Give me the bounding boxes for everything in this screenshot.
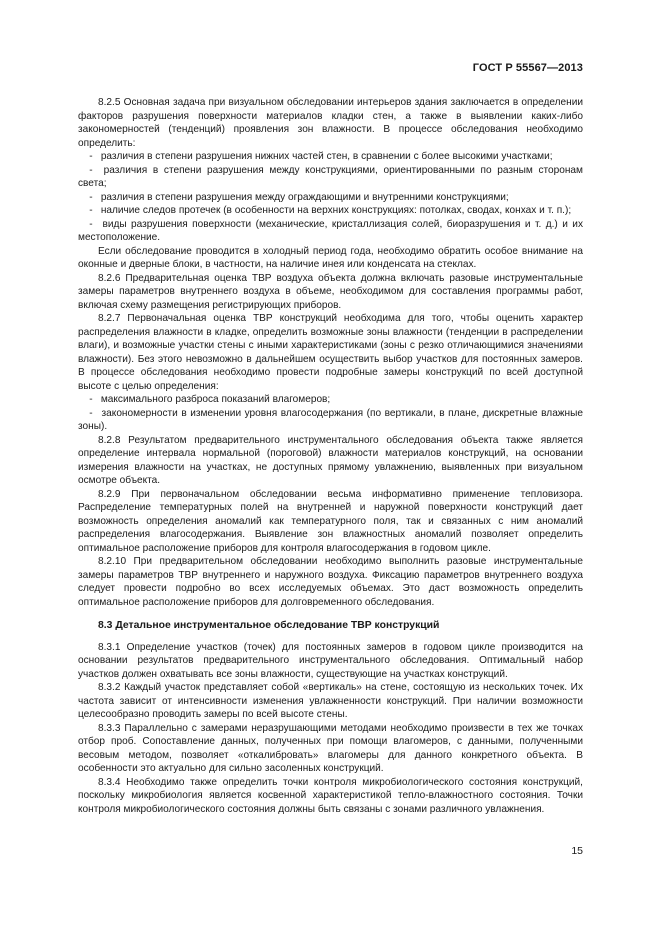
paragraph: 8.3.4 Необходимо также определить точки контроля микробиологического состояния конструкций, поскольку микробиология является косвенной характеристикой тепло-влажностного состояния. Точки контроля микробиологического состояния должны быть связаны с зонами различного увлажнения. [78,776,583,815]
list-item-text: различия в степени разрушения нижних частей стен, в сравнении с более высокими участками; [100,151,553,162]
paragraph: 8.2.7 Первоначальная оценка ТВР конструкций необходима для того, чтобы оценить характер распределения влажности в кладке, определить возможные зоны влажности (тенденции в распределении влаги), и возможные участки стены с иными характеристиками (зоны с резко отличающимися значениями влажности). Без этого невозможно в дальнейшем осуществить выбор участков для постоянных замеров. В процессе обследования необходимо провести подробные замеры конструкций по всей доступной высоте с целью определения: [78,313,583,392]
paragraph: 8.3.2 Каждый участок представляет собой «вертикаль» на стене, состоящую из нескольких точек. Их частота зависит от интенсивности изменения увлажненности конструкций. При наличии возможности целесообразно проводить замеры по всей высоте стены. [78,682,583,720]
list-item-text: виды разрушения поверхности (механические, кристаллизация солей, биоразрушения и т. д.) и их местоположение. [78,218,583,243]
list-dash: - [78,151,93,162]
list-item-text: различия в степени разрушения между ограждающими и внутренними конструкциями; [100,191,509,203]
list-item [78,204,583,218]
list-dash: - [78,394,93,405]
paragraph: 8.3.1 Определение участков (точек) для постоянных замеров в годовом цикле производится на основании результатов предварительного инструментального обследования. Оптимальный набор участков должен охватывать все зоны влажности, существующие на участках конструкций. [78,641,583,680]
list-dash: - [78,205,93,216]
paragraph: 8.2.10 При предварительном обследовании необходимо выполнить разовые инструментальные замеры параметров ТВР внутреннего и наружного воздуха. Фиксацию параметров внутреннего воздуха следует провести подробно во всех исследуемых объемах. Это даст возможность определить оптимальное расположение приборов для долговременного обследования. [78,556,583,608]
paragraph: 8.2.8 Результатом предварительного инструментального обследования объекта также является определение интервала нормальной (пороговой) влажности материалов конструкций, на основании измерения влажности на участках, не доступных прямому увлажнению, выявленных при визуальном осмотре объекта. [78,434,583,486]
list-item [78,191,583,205]
list-item [78,407,583,434]
paragraph: 8.2.9 При первоначальном обследовании весьма информативно применение тепловизора. Распределение температурных полей на внутренней и наружной поверхности конструкций дает возможность определения аномалий как температурного поля, так и связанных с ним аномалий распределения влагосодержания. Выявление зон влажностных аномалий позволяет определить оптимальное расположение приборов для контроля влагосодержания в годовом цикле. [78,488,583,554]
paragraph: 8.3.3 Параллельно с замерами неразрушающими методами необходимо произвести в тех же точках отбор проб. Сопоставление данных, полученных при помощи влагомеров, с данными, полученными весовым методом, позволяет «откалибровать» влагомеры для данного конкретного объекта. В особенности это актуально для сильно засоленных конструкций. [78,722,583,774]
section-heading: 8.3 Детальное инструментальное обследование ТВР конструкций [98,620,440,631]
list-dash: - [78,218,93,230]
list-dash: - [78,191,93,203]
page-number: 15 [571,845,583,857]
list-item-text: максимального разброса показаний влагомеров; [100,394,331,405]
list-item [78,150,583,164]
document-body [78,96,583,816]
list-item-text: закономерности в изменении уровня влагосодержания (по вертикали, в плане, дискретные влажные зоны). [78,407,584,432]
paragraph: 8.2.6 Предварительная оценка ТВР воздуха объекта должна включать разовые инструментальные замеры параметров внутреннего воздуха в объеме, необходимом для составления программы работ, включая схему размещения регистрирующих приборов. [78,272,583,311]
standard-designation: ГОСТ Р 55567—2013 [472,62,583,74]
paragraph: Если обследование проводится в холодный период года, необходимо обратить особое внимание на оконные и дверные блоки, в частности, на наличие инея или конденсата на стеклах. [78,245,583,270]
list-dash: - [78,164,93,176]
list-dash: - [78,407,93,419]
list-item [78,393,583,407]
paragraph: 8.2.5 Основная задача при визуальном обследовании интерьеров здания заключается в определении факторов разрушения поверхности материалов кладки стен, а также в выявлении каких-либо закономерностей (тенденций) проявления зон влажности. В процессе обследования необходимо определить: [78,97,583,149]
list-item [78,218,583,245]
list-item-text: различия в степени разрушения между конструкциями, ориентированными по разным сторонам света; [78,164,583,189]
list-item-text: наличие следов протечек (в особенности на верхних конструкциях: потолках, сводах, конхах и т. п.); [100,205,572,216]
list-item [78,164,583,191]
